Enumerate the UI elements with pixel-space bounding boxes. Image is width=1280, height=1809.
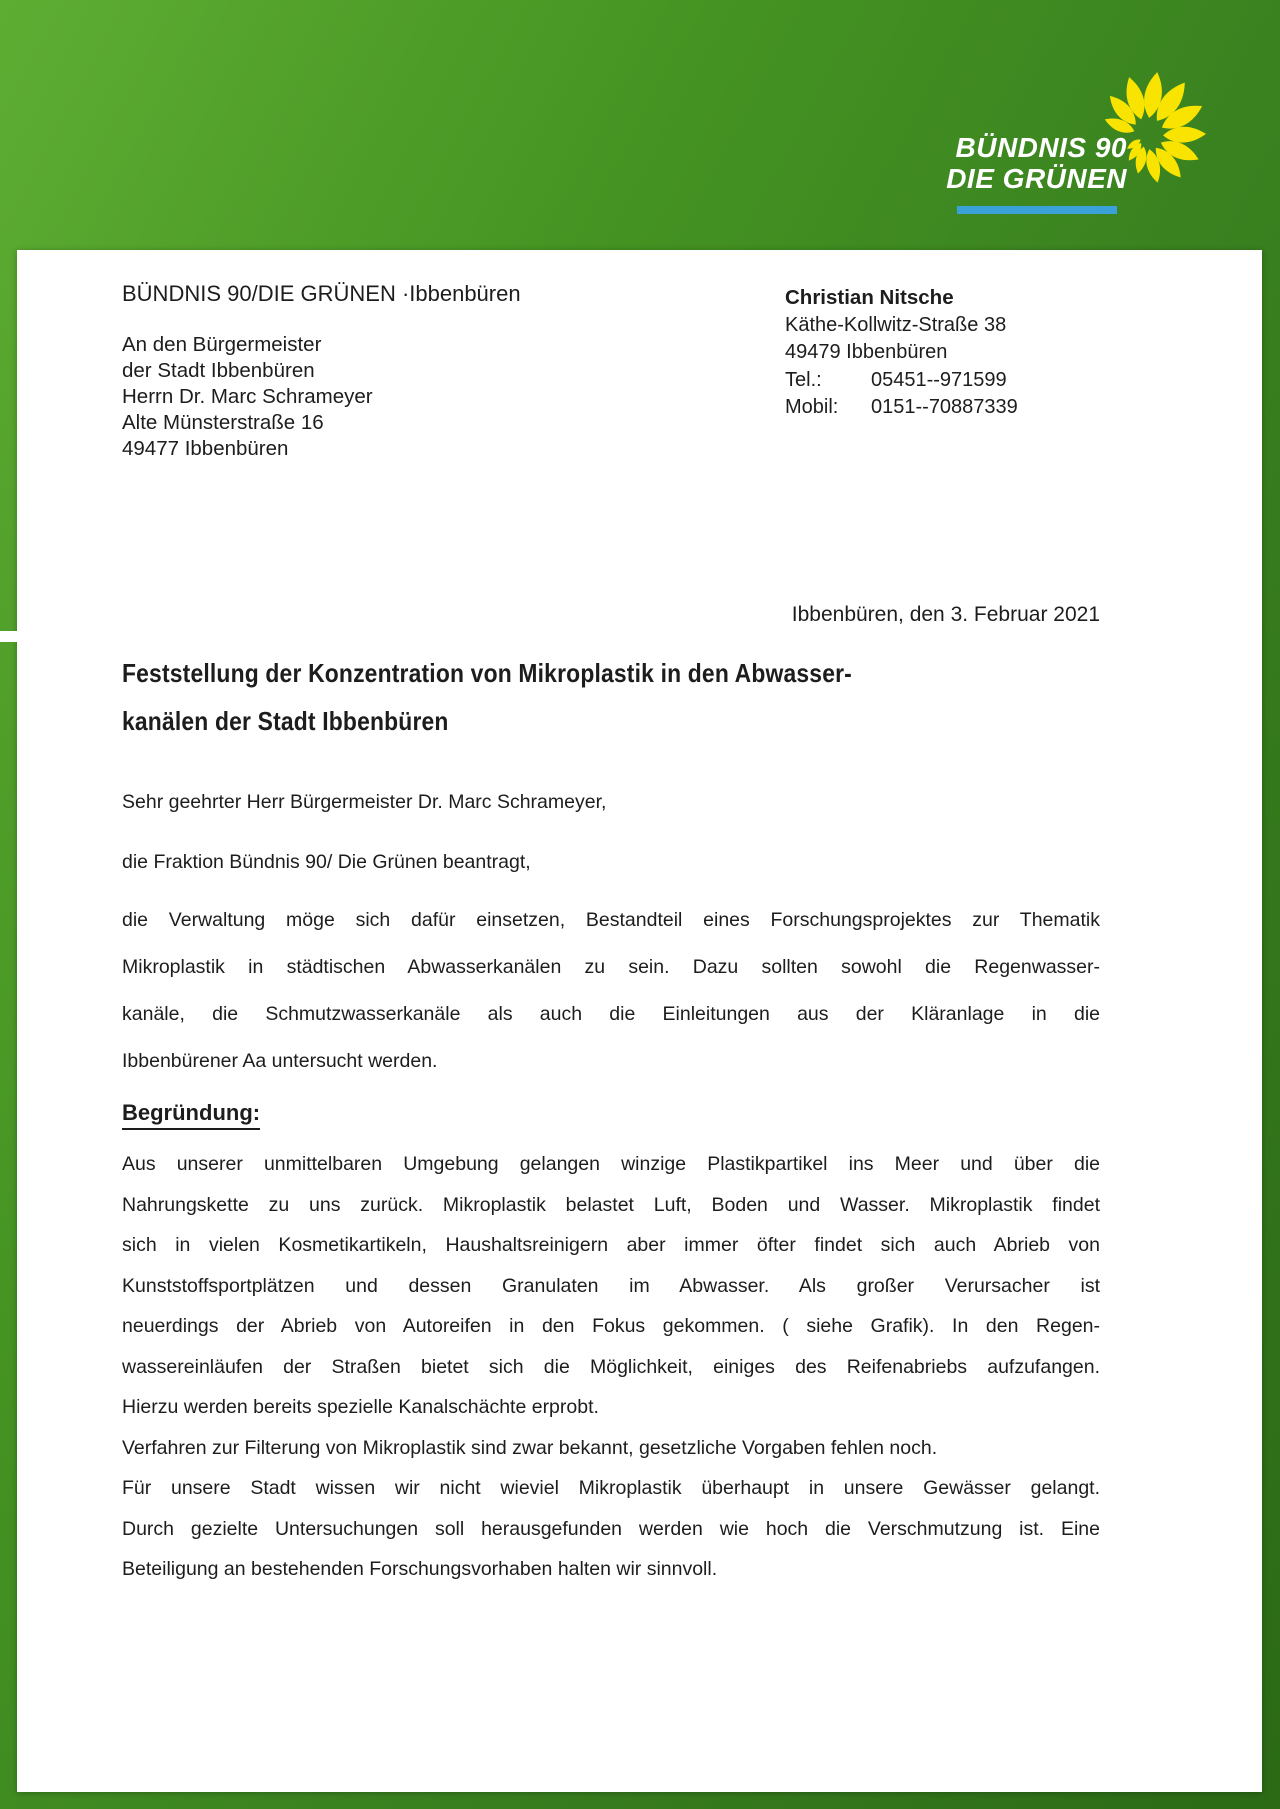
- date-line: Ibbenbüren, den 3. Februar 2021: [791, 603, 1100, 626]
- reason-paragraph: [122, 1144, 1100, 1590]
- subject-line-1: Feststellung der Konzentration von Mikroplastik in den Abwasser-: [122, 658, 852, 688]
- body-line: neuerdings der Abrieb von Autoreifen in den Fokus gekommen. ( siehe Grafik). In den Regen-: [122, 1315, 1100, 1337]
- body-line: Aus unserer unmittelbaren Umgebung gelangen winzige Plastikpartikel ins Meer und über die: [122, 1153, 1100, 1175]
- body-line: kanäle, die Schmutzwasserkanäle als auch die Einleitungen aus der Kläranlage in die: [122, 1003, 1100, 1025]
- body-line: Hierzu werden bereits spezielle Kanalschächte erprobt.: [122, 1396, 599, 1418]
- letter-page: [17, 250, 1262, 1792]
- recipient-line: Herrn Dr. Marc Schrameyer: [122, 385, 373, 408]
- body-line: Kunststoffsportplätzen und dessen Granulaten im Abwasser. Als großer Verursacher ist: [122, 1274, 1100, 1297]
- subject-line-2: kanälen der Stadt Ibbenbüren: [122, 706, 449, 736]
- contact-city: 49479 Ibbenbüren: [785, 341, 948, 363]
- tel-label: Tel.:: [785, 368, 822, 391]
- body-line: Mikroplastik in städtischen Abwasserkanälen zu sein. Dazu sollten sowohl die Regenwasser-: [122, 956, 1100, 978]
- logo-line-1: BÜNDNIS 90: [955, 132, 1127, 163]
- party-logo: [940, 60, 1230, 225]
- body-line: Ibbenbürener Aa untersucht werden.: [122, 1050, 438, 1072]
- salutation: Sehr geehrter Herr Bürgermeister Dr. Marc Schrameyer,: [122, 791, 607, 813]
- mobil-label: Mobil:: [785, 396, 839, 418]
- subject-title: [122, 649, 852, 745]
- sender-line: BÜNDNIS 90/DIE GRÜNEN ·Ibbenbüren: [122, 281, 521, 306]
- contact-block: [785, 284, 1018, 422]
- body-line: Verfahren zur Filterung von Mikroplastik sind zwar bekannt, gesetzliche Vorgaben fehlen noch.: [122, 1436, 938, 1459]
- logo-underline-bar: [957, 206, 1117, 214]
- recipient-line: Alte Münsterstraße 16: [122, 411, 324, 434]
- body-line: sich in vielen Kosmetikartikeln, Haushaltsreinigern aber immer öfter findet sich auch Abrieb von: [122, 1234, 1100, 1256]
- recipient-line: 49477 Ibbenbüren: [122, 437, 289, 460]
- recipient-line: An den Bürgermeister: [122, 333, 322, 356]
- tel-value: 05451--971599: [871, 368, 1007, 391]
- body-line: Nahrungskette zu uns zurück. Mikroplastik belastet Luft, Boden und Wasser. Mikroplastik findet: [122, 1193, 1100, 1216]
- contact-street: Käthe-Kollwitz-Straße 38: [785, 313, 1007, 336]
- mobil-value: 0151--70887339: [871, 396, 1018, 418]
- logo-wordmark: [946, 132, 1127, 194]
- recipient-address: [122, 332, 373, 462]
- recipient-line: der Stadt Ibbenbüren: [122, 359, 315, 382]
- reason-heading-text: Begründung:: [122, 1099, 260, 1130]
- body-line: Für unsere Stadt wissen wir nicht wieviel Mikroplastik überhaupt in unsere Gewässer gelangt.: [122, 1477, 1100, 1499]
- intro-line: die Fraktion Bündnis 90/ Die Grünen beantragt,: [122, 851, 531, 873]
- logo-line-2: DIE GRÜNEN: [946, 163, 1127, 194]
- contact-tel-row: [785, 367, 1018, 395]
- contact-name: Christian Nitsche: [785, 286, 954, 309]
- contact-mobil-row: [785, 394, 1018, 422]
- reason-heading: [122, 1099, 260, 1130]
- fold-mark: [0, 631, 17, 642]
- request-paragraph: [122, 897, 1100, 1085]
- body-line: wassereinläufen der Straßen bietet sich die Möglichkeit, einiges des Reifenabriebs aufzufangen.: [122, 1355, 1100, 1378]
- body-line: die Verwaltung möge sich dafür einsetzen, Bestandteil eines Forschungsprojektes zur Thematik: [122, 909, 1100, 931]
- body-line: Beteiligung an bestehenden Forschungsvorhaben halten wir sinnvoll.: [122, 1558, 718, 1580]
- body-line: Durch gezielte Untersuchungen soll herausgefunden werden wie hoch die Verschmutzung ist. Eine: [122, 1517, 1100, 1540]
